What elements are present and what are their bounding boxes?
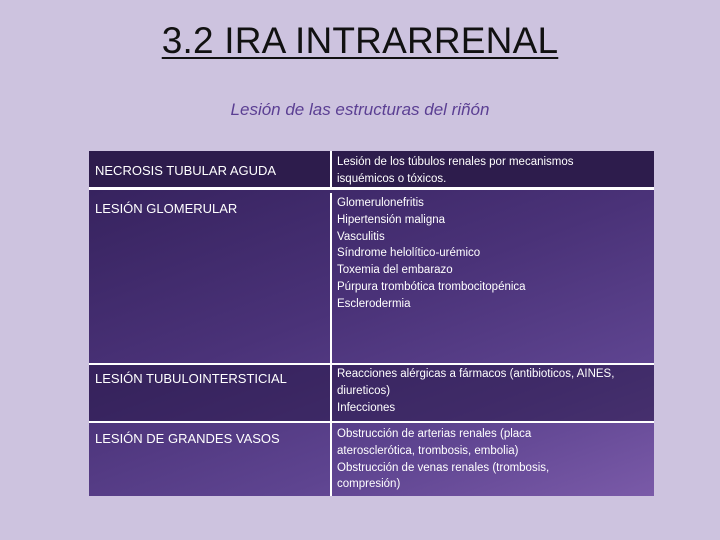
row-divider (89, 363, 654, 365)
detail-line: Glomerulonefritis (337, 197, 424, 209)
detail-line: Púrpura trombótica trombocitopénica (337, 280, 526, 293)
row-details (337, 154, 574, 188)
detail-line: Infecciones (337, 401, 396, 414)
detail-line: Obstrucción de arterias renales (placa (337, 428, 532, 440)
row-label: NECROSIS TUBULAR AGUDA (95, 163, 277, 178)
detail-line: Esclerodermia (337, 297, 411, 310)
row-details (337, 195, 526, 313)
detail-line: Reacciones alérgicas a fármacos (antibioticos, AINES, (337, 368, 615, 380)
row-label: LESIÓN TUBULOINTERSTICIAL (95, 371, 287, 386)
column-divider (330, 151, 332, 190)
table-row (89, 151, 654, 190)
slide-title: 3.2 IRA INTRARRENAL (161, 20, 559, 61)
detail-line: Lesión de los túbulos renales por mecanismos (337, 156, 574, 168)
detail-line: compresión) (337, 478, 401, 491)
slide-subtitle: Lesión de las estructuras del riñón (230, 100, 490, 119)
detail-line: Toxemia del embarazo (337, 264, 453, 277)
row-details (337, 366, 614, 416)
detail-line: Síndrome helolítico-urémico (337, 247, 481, 260)
detail-line: Hipertensión maligna (337, 213, 446, 226)
detail-line: isquémicos o tóxicos. (337, 172, 447, 185)
detail-line: Obstrucción de venas renales (trombosis, (337, 461, 550, 474)
column-divider (330, 193, 332, 496)
row-label: LESIÓN DE GRANDES VASOS (95, 431, 280, 446)
row-details (337, 426, 549, 493)
detail-line: aterosclerótica, trombosis, embolia) (337, 444, 519, 457)
detail-line: Vasculitis (337, 230, 385, 243)
causes-table (89, 151, 654, 496)
detail-line: diureticos) (337, 384, 391, 397)
row-divider (89, 421, 654, 423)
row-label: LESIÓN GLOMERULAR (95, 201, 238, 216)
